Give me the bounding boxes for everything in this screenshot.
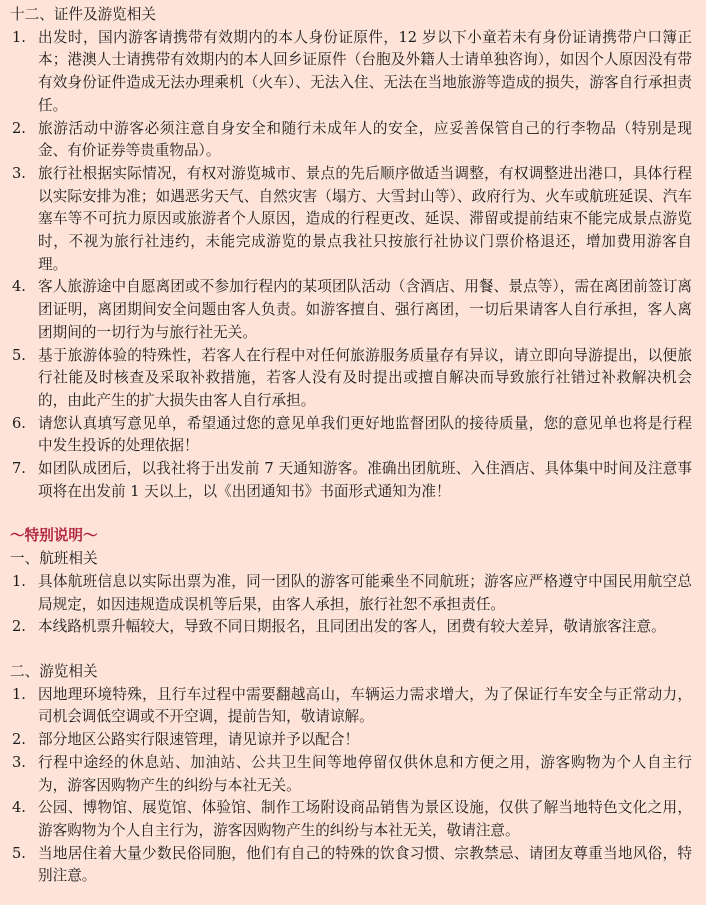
item-text: 部分地区公路实行限速管理，请见谅并予以配合！ bbox=[38, 731, 360, 749]
item-text: 旅行社根据实际情况，有权对游览城市、景点的先后顺序做适当调整，有权调整进出港口，具体行程以实际安排为准；如遇恶劣天气、自然灾害（塌方、大雪封山等）、政府行为、火车或航班延误、汽车塞车等不可抗力原因或旅游者个人原因，造成的行程更改、延误、滞留或提前结束不能完成景点游览时，不视为旅行社违约，未能完成游览的景点我社只按旅行社协议门票价格退还，增加费用游客自理。 bbox=[38, 164, 692, 273]
item-number: 1. bbox=[12, 685, 26, 703]
item-text: 因地理环境特殊，且行车过程中需要翻越高山，车辆运力需求增大，为了保证行车安全与正常动力，司机会调低空调或不开空调，提前告知，敬请谅解。 bbox=[38, 685, 692, 726]
item-number: 4. bbox=[12, 278, 26, 296]
item-text: 客人旅游途中自愿离团或不参加行程内的某项团队活动（含酒店、用餐、景点等），需在离团前签订离团证明，离团期间安全问题由客人负责。如游客擅自、强行离团，一切后果请客人自行承担，客人离团期间的一切行为与旅行社无关。 bbox=[38, 278, 692, 341]
list-item bbox=[10, 616, 692, 639]
item-number: 1. bbox=[12, 572, 26, 590]
item-number: 3. bbox=[12, 164, 26, 182]
item-number: 5. bbox=[12, 346, 26, 364]
special-notes-title: ～特别说明～ bbox=[10, 527, 98, 545]
item-text: 当地居住着大量少数民俗同胞，他们有自己的特殊的饮食习惯、宗教禁忌、请团友尊重当地风俗，特别注意。 bbox=[38, 844, 692, 885]
section-12-heading: 十二、证件及游览相关 bbox=[10, 6, 156, 23]
item-text: 本线路机票升幅较大，导致不同日期报名，且同团出发的客人，团费有较大差异，敬请旅客注意。 bbox=[38, 618, 666, 636]
list-item bbox=[10, 752, 692, 797]
list-item bbox=[10, 276, 692, 344]
item-number: 6. bbox=[12, 414, 26, 432]
item-number: 4. bbox=[12, 799, 26, 817]
flight-section-heading: 一、航班相关 bbox=[10, 550, 98, 568]
item-number: 2. bbox=[12, 119, 26, 137]
tour-section-heading: 二、游览相关 bbox=[10, 662, 98, 680]
list-item bbox=[10, 571, 692, 616]
item-text: 出发时，国内游客请携带有效期内的本人身份证原件，12 岁以下小童若未有身份证请携带户口簿正本；港澳人士请携带有效期内的本人回乡证原件（台胞及外籍人士请单独咨询），如因个人原因没有带有效身份证件造成无法办理乘机（火车）、无法入住、无法在当地旅游等造成的损失，游客自行承担责任。 bbox=[38, 28, 692, 114]
item-text: 公园、博物馆、展览馆、体验馆、制作工场附设商品销售为景区设施，仅供了解当地特色文化之用，游客购物为个人自主行为，游客因购物产生的纠纷与本社无关，敬请注意。 bbox=[38, 799, 692, 839]
list-item bbox=[10, 413, 692, 458]
list-item bbox=[10, 458, 692, 503]
tour-section-list bbox=[10, 684, 692, 888]
item-text: 旅游活动中游客必须注意自身安全和随行未成年人的安全，应妥善保管自己的行李物品（特别是现金、有价证券等贵重物品）。 bbox=[38, 119, 692, 160]
list-item bbox=[10, 797, 692, 842]
item-number: 2. bbox=[12, 618, 26, 636]
item-number: 2. bbox=[12, 731, 26, 749]
list-item bbox=[10, 27, 692, 118]
list-item bbox=[10, 163, 692, 277]
item-number: 7. bbox=[12, 460, 26, 478]
item-text: 请您认真填写意见单，希望通过您的意见单我们更好地监督团队的接待质量，您的意见单也将是行程中发生投诉的处理依据！ bbox=[38, 414, 692, 455]
list-item bbox=[10, 843, 692, 888]
list-item bbox=[10, 345, 692, 413]
flight-section-list bbox=[10, 571, 692, 639]
list-item bbox=[10, 118, 692, 163]
item-text: 具体航班信息以实际出票为准，同一团队的游客可能乘坐不同航班；游客应严格遵守中国民用航空总局规定，如因违规造成误机等后果，由客人承担，旅行社恕不承担责任。 bbox=[38, 572, 692, 613]
section-spacer bbox=[10, 639, 692, 661]
item-text: 行程中途经的休息站、加油站、公共卫生间等地停留仅供休息和方便之用，游客购物为个人自主行为，游客因购物产生的纠纷与本社无关。 bbox=[38, 753, 692, 794]
item-number: 3. bbox=[12, 753, 26, 771]
item-text: 如团队成团后，以我社将于出发前 7 天通知游客。准确出团航班、入住酒店、具体集中时间及注意事项将在出发前 1 天以上，以《出团通知书》书面形式通知为准！ bbox=[38, 460, 692, 500]
item-text: 基于旅游体验的特殊性，若客人在行程中对任何旅游服务质量存有异议，请立即向导游提出，以便旅行社能及时核查及采取补救措施，若客人没有及时提出或擅自解决而导致旅行社错过补救解决机会的，由此产生的扩大损失由客人自行承担。 bbox=[38, 346, 692, 409]
item-number: 1. bbox=[12, 28, 26, 46]
section-12-list bbox=[10, 27, 692, 504]
item-number: 5. bbox=[12, 844, 26, 862]
list-item bbox=[10, 684, 692, 729]
list-item bbox=[10, 729, 692, 752]
